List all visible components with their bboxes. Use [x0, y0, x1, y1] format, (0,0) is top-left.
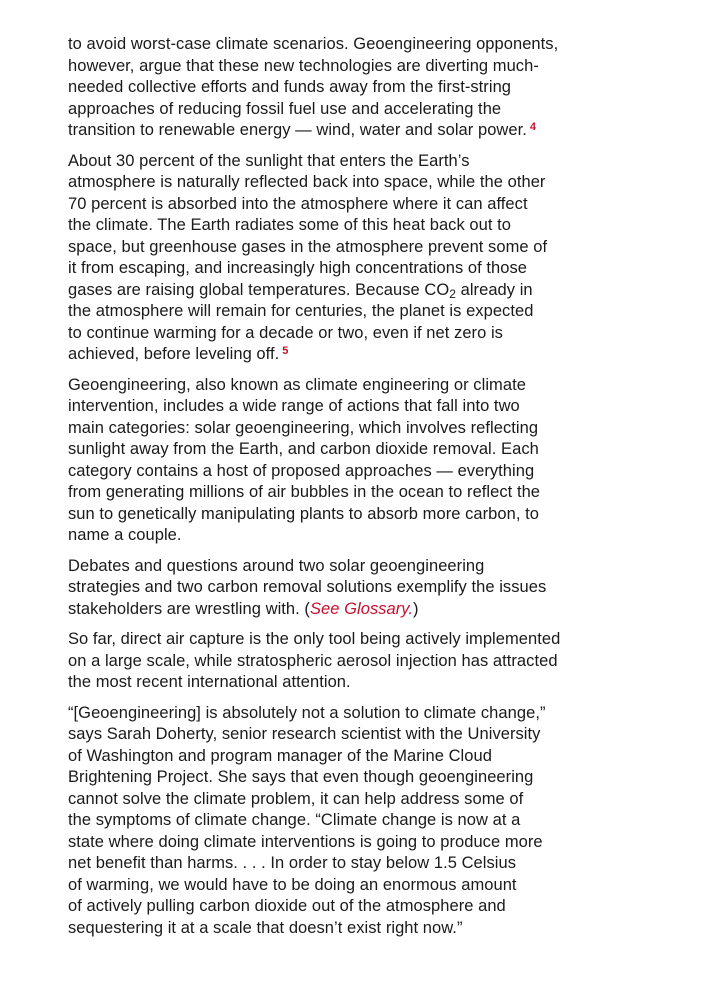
text-line: Geoengineering, also known as climate engineering or climate	[68, 375, 526, 394]
paragraph-1	[68, 34, 608, 142]
footnote-marker[interactable]: 4	[529, 121, 537, 133]
text-line: the climate. The Earth radiates some of this heat back out to	[68, 216, 511, 234]
text-line	[68, 120, 608, 142]
text-line: to avoid worst-case climate scenarios. Geoengineering opponents,	[68, 35, 559, 53]
text-line: strategies and two carbon removal solutions exemplify the issues	[68, 578, 547, 596]
text-line: of warming, we would have to be doing an enormous amount	[68, 875, 517, 894]
text-line: state where doing climate interventions is going to produce more	[68, 832, 543, 851]
text-line: intervention, includes a wide range of actions that fall into two	[68, 397, 520, 415]
footnote-marker[interactable]: 5	[282, 345, 289, 357]
paragraph-4	[68, 556, 608, 621]
text-line: the symptoms of climate change. “Climate change is now at a	[68, 811, 521, 829]
subscript: 2	[449, 286, 456, 301]
text-line: category contains a host of proposed approaches — everything	[68, 461, 535, 480]
text-line	[68, 344, 608, 366]
text-line: Debates and questions around two solar geoengineering	[68, 556, 485, 575]
text-line: approaches of reducing fossil fuel use and accelerating the	[68, 99, 502, 118]
paragraph-5	[68, 629, 608, 694]
text-span: transition to renewable energy — wind, water and solar power.	[68, 121, 527, 139]
text-line: “[Geoengineering] is absolutely not a solution to climate change,”	[68, 703, 546, 722]
glossary-link[interactable]: See Glossary.	[309, 599, 414, 618]
text-span: achieved, before leveling off.	[68, 345, 280, 363]
text-line: sequestering it at a scale that doesn’t exist right now.”	[68, 918, 463, 937]
paragraph-2	[68, 151, 608, 366]
text-line: on a large scale, while stratospheric aerosol injection has attracted	[68, 651, 558, 670]
text-span: stakeholders are wrestling with. (	[68, 599, 310, 618]
text-span: gases are raising global temperatures. Because CO	[68, 280, 450, 299]
text-line: of Washington and program manager of the Marine Cloud	[68, 746, 492, 765]
text-line: net benefit than harms. . . . In order to stay below 1.5 Celsius	[68, 854, 517, 872]
text-line: space, but greenhouse gases in the atmosphere prevent some of	[68, 237, 548, 256]
text-line	[68, 280, 608, 302]
text-line: to continue warming for a decade or two, even if net zero is	[68, 323, 503, 342]
text-line: main categories: solar geoengineering, which involves reflecting	[68, 418, 539, 437]
text-line: About 30 percent of the sunlight that enters the Earth’s	[68, 151, 470, 170]
text-line: cannot solve the climate problem, it can help address some of	[68, 789, 524, 808]
text-line: needed collective efforts and funds away from the first-string	[68, 78, 512, 96]
text-line: sun to genetically manipulating plants to absorb more carbon, to	[68, 504, 539, 523]
text-line: sunlight away from the Earth, and carbon dioxide removal. Each	[68, 440, 539, 458]
text-line: atmosphere is naturally reflected back into space, while the other	[68, 173, 546, 191]
text-line: name a couple.	[68, 526, 182, 544]
paragraph-3	[68, 375, 608, 547]
text-line: however, argue that these new technologies are diverting much-	[68, 56, 539, 75]
text-line: Brightening Project. She says that even though geoengineering	[68, 768, 534, 786]
text-line: So far, direct air capture is the only tool being actively implemented	[68, 630, 561, 648]
text-line: from generating millions of air bubbles in the ocean to reflect the	[68, 483, 541, 501]
text-line: of actively pulling carbon dioxide out of the atmosphere and	[68, 897, 506, 915]
text-line: says Sarah Doherty, senior research scientist with the University	[68, 725, 541, 743]
text-line: the atmosphere will remain for centuries, the planet is expected	[68, 302, 534, 320]
text-line: it from escaping, and increasingly high concentrations of those	[68, 259, 527, 277]
paragraph-6	[68, 703, 608, 940]
text-span: already in	[455, 280, 533, 299]
article-body	[68, 34, 608, 948]
text-line: the most recent international attention.	[68, 673, 351, 691]
text-span: )	[413, 599, 419, 618]
text-line	[68, 599, 608, 621]
text-line: 70 percent is absorbed into the atmosphere where it can affect	[68, 194, 528, 213]
